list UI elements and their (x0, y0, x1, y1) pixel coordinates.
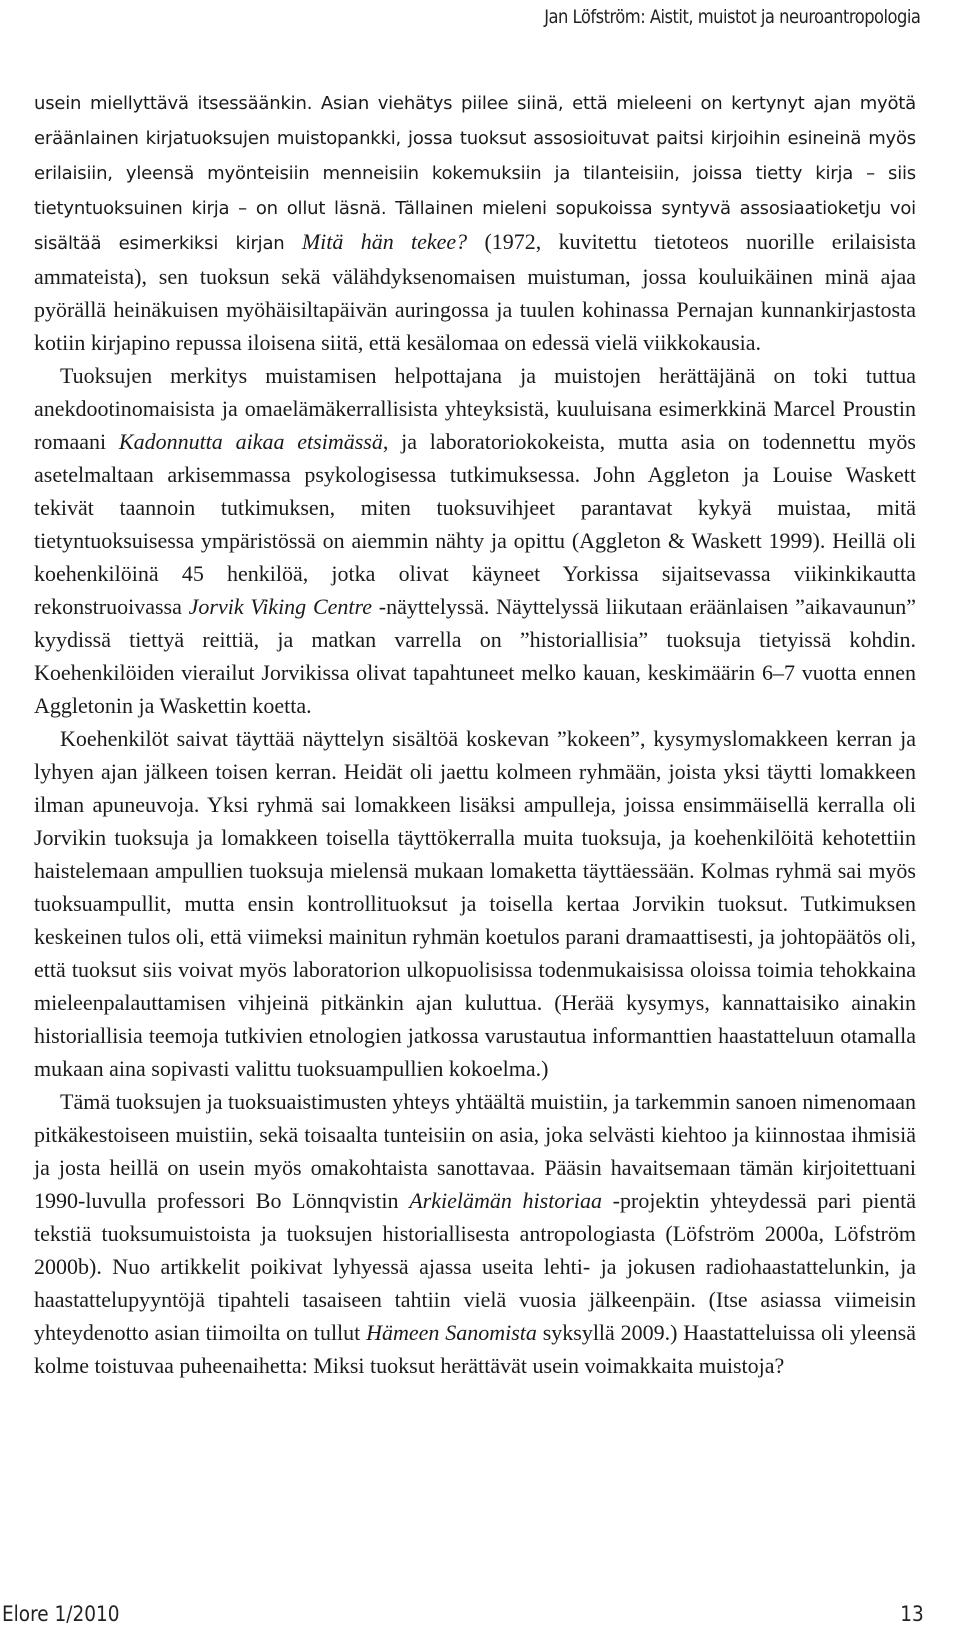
paragraph-3: Koehenkilöt saivat täyttää näyttelyn sisältöä koskevan ”kokeen”, kysymyslomakkeen kerran ja lyhyen ajan jälkeen toisen kerran. Heidät oli jaettu kolmeen ryhmään, joista yksi täytti lomakkeen ilman apuneuvoja. Yksi ryhmä sai lomakkeen lisäksi ampulleja, joissa ensimmäisellä kerralla oli Jorvikin tuoksuja ja lomakkeen toisella täyttökerralla muita tuoksuja, ja koehenkilöitä kehotettiin haistelemaan ampullien tuoksuja mielensä mukaan lomaketta täyttäessään. Kolmas ryhmä sai myös tuoksuampullit, mutta ensin kontrollituoksut ja toisella kertaa Jorvikin tuoksut. Tutkimuksen keskeinen tulos oli, että viimeksi mainitun ryhmän koetulos parani dramaattisesti, ja johtopäätös oli, että tuoksut siis voivat myös laboratorion ulkopuolisissa todenmukaisissa oloissa toimia tehokkaina mieleenpalauttamisen vihjeinä pitkänkin ajan kuluttua. (Herää kysymys, kannattaisiko ainakin historiallisia teemoja tutkivien etnologien jatkossa varustautua informanttien haastatteluun otamalla mukaan aina sopivasti valittu tuoksuampullien kokoelma.) (34, 726, 916, 1081)
paragraph-2-text-a: Tuoksujen merkitys muistamisen helpottajana ja muistojen herättäjänä on toki tuttua anekdootinomaisista ja omaelämäkerrallisista yhteyksistä, kuuluisana esimerkkinä Marcel Proustin romaani (34, 363, 916, 454)
paragraph-2-text-b: , ja laboratoriokokeista, mutta asia on todennettu myös asetelmaltaan arkisemmassa psykologisessa tutkimuksessa. John Aggleton ja Louise Waskett tekivät taannoin tutkimuksen, miten tuoksuvihjeet parantavat kykyä muistaa, mitä tietyntuoksuisessa ympäristössä on aiemmin nähty ja opittu (Aggleton & Waskett 1999). Heillä oli koehenkilöinä 45 henkilöä, jotka olivat käyneet Yorkissa sijaitsevassa viikinkikautta rekonstruoivassa (34, 429, 916, 619)
newspaper-title-hameen-sanomat: Hämeen Sanomista (366, 1320, 537, 1345)
project-title-arkielaman-historiaa: Arkielämän historiaa (409, 1188, 602, 1213)
footer-page-number: 13 (900, 1602, 924, 1626)
paragraph-1 (34, 85, 916, 359)
paragraph-4-text-c: syksyllä 2009.) Haastatteluissa oli yleensä kolme toistuvaa puheenaihetta: Miksi tuoksut herättävät usein voimakkaita muistoja? (34, 1320, 916, 1378)
paragraph-1-text-b: (1972, kuvitettu tietoteos nuorille erilaisista ammateista), sen tuoksun sekä välähdyksenomaisen muistuman, jossa kouluikäinen minä ajaa pyörällä heinäkuisen myöhäisiltapäivän auringossa ja tuulen kohinassa Pernajan kunnankirjastosta kotiin kirjapino repussa iloisena siitä, että kesälomaa on edessä vielä viikkokausia. (34, 229, 916, 355)
footer-journal: Elore 1/2010 (2, 1602, 120, 1626)
paragraph-4 (34, 1085, 916, 1382)
paragraph-2 (34, 359, 916, 722)
paragraph-1-text-a: usein miellyttävä itsessäänkin. Asian viehätys piilee siinä, että mieleeni on kertynyt ajan myötä eräänlainen kirjatuoksujen muistopankki, jossa tuoksut assosioituvat paitsi kirjoihin esineinä myös erilaisiin, yleensä myönteisiin menneisiin kokemuksiin ja tilanteisiin, joissa tietty kirja – siis tietyntuoksuinen kirja – on ollut läsnä. Tällainen mieleni sopukoissa syntyvä assosiaatioketju voi sisältää esimerkiksi kirjan (34, 93, 916, 254)
paragraph-4-text-a: Tämä tuoksujen ja tuoksuaistimusten yhteys yhtäältä muistiin, ja tarkemmin sanoen nimenomaan pitkäkestoiseen muistiin, sekä toisaalta tunteisiin on asia, joka selvästi kiehtoo ja kiinnostaa ihmisiä ja josta heillä on usein myös omakohtaista sanottavaa. Pääsin havaitsemaan tämän kirjoitettuani 1990-luvulla professori Bo Lönnqvistin (34, 1089, 916, 1213)
book-title-proust: Kadonnutta aikaa etsimässä (118, 429, 383, 454)
running-header: Jan Löfström: Aistit, muistot ja neuroantropologia (543, 6, 920, 28)
paragraph-4-text-b: -projektin yhteydessä pari pientä tekstiä tuoksumuistoista ja tuoksujen historiallisesta antropologiasta (Löfström 2000a, Löfström 2000b). Nuo artikkelit poikivat lyhyessä ajassa useita lehti- ja jokusen radiohaastattelunkin, ja haastattelupyyntöjä tipahteli tasaiseen tahtiin vielä vuosia jälkeenpäin. (Itse asiassa viimeisin yhteydenotto asian tiimoilta on tullut (34, 1188, 916, 1345)
article-body (34, 85, 916, 1382)
book-title-mita-han-tekee: Mitä hän tekee? (301, 229, 468, 254)
exhibition-title-jorvik: Jorvik Viking Centre (188, 594, 373, 619)
paragraph-2-text-c: -näyttelyssä. Näyttelyssä liikutaan eräänlaisen ”aikavaunun” kyydissä tiettyä reittiä, ja matkan varrella on ”historiallisia” tuoksuja tietyissä kohdin. Koehenkilöiden vierailut Jorvikissa olivat tapahtuneet melko kauan, keskimäärin 6–7 vuotta ennen Aggletonin ja Waskettin koetta. (34, 594, 916, 718)
